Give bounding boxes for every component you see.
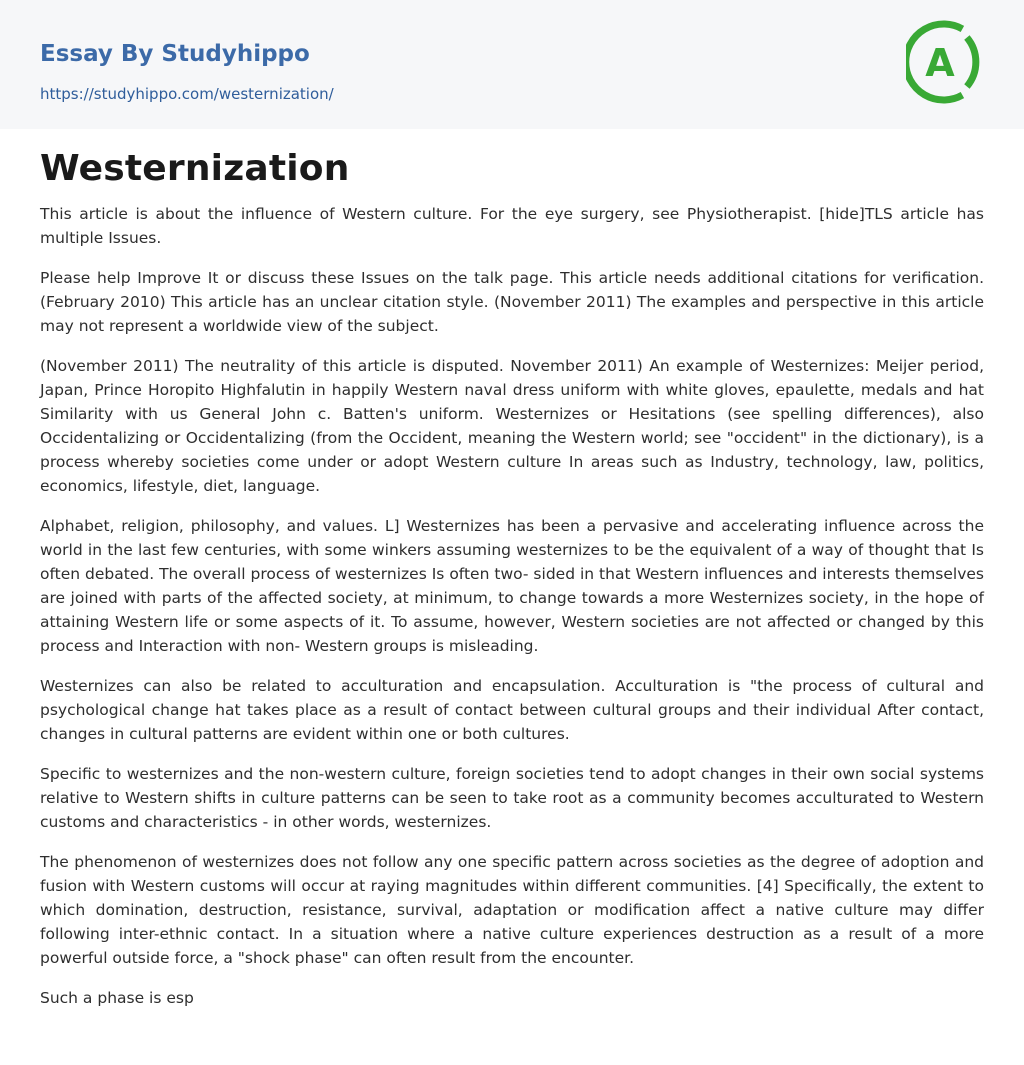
article-paragraph: Such a phase is esp xyxy=(40,989,194,1007)
site-header xyxy=(0,0,1024,129)
article-paragraph: This article is about the influence of Western culture. For the eye surgery, see Physiotherapist. [hide]TLS article has multiple Issues. xyxy=(40,205,984,247)
article-paragraph: Please help Improve It or discuss these Issues on the talk page. This article needs additional citations for verification. (February 2010) This article has an unclear citation style. (November 2011) The examples and perspective in this article may not represent a worldwide view of the subject. xyxy=(40,269,984,335)
site-brand[interactable]: Essay By Studyhippo xyxy=(40,41,310,67)
article-body xyxy=(0,129,1024,1010)
article-paragraph: Alphabet, religion, philosophy, and values. L] Westernizes has been a pervasive and accelerating influence across the world in the last few centuries, with some winkers assuming westernizes to be the equivalent of a way of thought that Is often debated. The overall process of westernizes Is often two- sided in that Western influences and interests themselves are joined with parts of the affected society, at minimum, to change towards a more Westernizes society, in the hope of attaining Western life or some aspects of it. To assume, however, Western societies are not affected or changed by this process and Interaction with non- Western groups is misleading. xyxy=(40,517,984,655)
studyhippo-logo-icon[interactable] xyxy=(906,18,988,106)
article-paragraph: (November 2011) The neutrality of this article is disputed. November 2011) An example of Westernizes: Meijer period, Japan, Prince Horopito Highfalutin in happily Western naval dress uniform with white gloves, epaulette, medals and hat Similarity with us General John c. Batten's uniform. Westernizes or Hesitations (see spelling differences), also Occidentalizing or Occidentalizing (from the Occident, meaning the Western world; see "occident" in the dictionary), is a process whereby societies come under or adopt Western culture In areas such as Industry, technology, law, politics, economics, lifestyle, diet, language. xyxy=(40,357,984,495)
article-paragraph: Specific to westernizes and the non-western culture, foreign societies tend to adopt changes in their own social systems relative to Western shifts in culture patterns can be seen to take root as a community becomes acculturated to Western customs and characteristics - in other words, westernizes. xyxy=(40,765,984,831)
essay-url-link[interactable]: https://studyhippo.com/westernization/ xyxy=(40,85,334,103)
logo-letter: A xyxy=(925,41,955,85)
article-paragraph: Westernizes can also be related to acculturation and encapsulation. Acculturation is "the process of cultural and psychological change hat takes place as a result of contact between cultural groups and their individual After contact, changes in cultural patterns are evident within one or both cultures. xyxy=(40,677,984,743)
article-paragraph: The phenomenon of westernizes does not follow any one specific pattern across societies as the degree of adoption and fusion with Western customs will occur at raying magnitudes within different communities. [4] Specifically, the extent to which domination, destruction, resistance, survival, adaptation or modification affect a native culture may differ following inter-ethnic contact. In a situation where a native culture experiences destruction as a result of a more powerful outside force, a "shock phase" can often result from the encounter. xyxy=(40,853,984,967)
article-title: Westernization xyxy=(40,148,350,189)
